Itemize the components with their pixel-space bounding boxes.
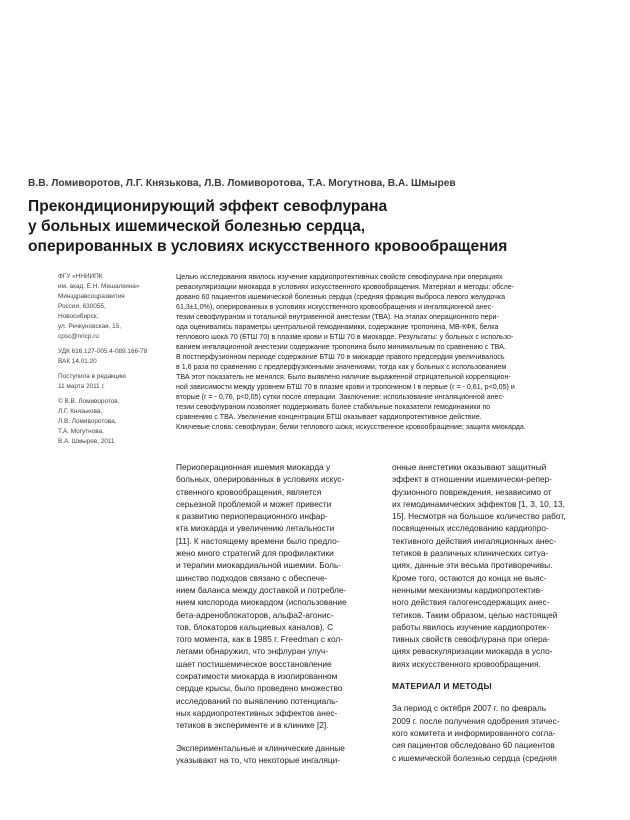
text-line: сердце крысы, было проведено множество [176, 683, 343, 694]
title-line: у больных ишемической болезнью сердца, [28, 218, 366, 235]
article-title [28, 197, 608, 257]
text-line: посвященных исследованию кардиопро- [392, 523, 549, 534]
text-line: сравнению с ТВА. Увеличение концентрации БТШ оказывает кардиопротективное действие. [176, 413, 482, 421]
text-line: ул. Речкуновская, 15, [58, 323, 122, 330]
text-line: эффект в отношении ишемически-репер- [392, 474, 552, 485]
text-line: больных, оперированных в условиях искус- [176, 474, 345, 485]
text-line: В.А. Шмырев, 2011 [58, 438, 115, 445]
text-line: того момента, как в 1985 г. Freedman с кол- [176, 634, 344, 645]
text-line: жено много стратегий для профилактики [176, 548, 334, 559]
text-line: циях, данные эти весьма противоречивы. [392, 560, 553, 571]
text-line: тетиков в эксперименте и в клинике [2]. [176, 720, 329, 731]
text-line: им. акад. Е.Н. Мешалкина» [58, 283, 140, 290]
text-line: России, 630055, [58, 303, 106, 310]
text-line: ФГУ «ННИИПК [58, 273, 103, 280]
text-line: онные анестетики оказывают защитный [392, 462, 547, 472]
text-line: реваскуляризации миокарда в условиях искусственного кровообращения. Материал и методы: обсле- [176, 283, 515, 291]
text-line: в 1,6 раза по сравнению с предперфузионными значениями, тогда как у больных с использованием [176, 363, 507, 371]
text-line: [11]. К настоящему времени было предло- [176, 535, 340, 546]
text-line: вторые (r = - 0,76, p<0,05) сутки после операции. Заключение: использование ингаляционной анес- [176, 393, 505, 401]
text-line: с ишемической болезнью сердца (средняя [392, 752, 557, 763]
affiliation [58, 272, 170, 342]
text-line: шает постишемическое восстановление [176, 658, 332, 669]
received-date [58, 372, 170, 392]
text-line: серьезной проблемой и может привести [176, 498, 332, 509]
text-line: ного действия галогенсодержащих анес- [392, 597, 550, 608]
text-line: ТВА этот показатель не менялся. Было выявлено наличие выраженной отрицательной корреляцион- [176, 373, 511, 381]
text-line: ненными механизмы кардиопротектив- [392, 584, 543, 595]
text-line: Минздравсоцразвития [58, 293, 125, 300]
text-line: Ключевые слова: севофлуран; белки теплового шока; искусственное кровообращение; защита миокарда. [176, 423, 526, 431]
text-line: к развитию периоперационного инфар- [176, 511, 328, 522]
text-line: шинство подходов связано с обеспече- [176, 572, 328, 583]
text-line: тетиков. Таким образом, целью настоящей [392, 609, 558, 620]
text-line: сия пациентов обследовано 60 пациентов [392, 740, 555, 751]
title-line: Прекондиционирующий эффект севофлурана [28, 198, 388, 215]
text-line: Т.А. Могутнова, [58, 428, 104, 435]
text-line: В постперфузионном периоде содержание БТШ 70 в миокарде правого предсердия увеличивалось [176, 353, 505, 361]
text-line: теплового шока 70 (БТШ 70) в плазме крови и БТШ 70 в миокарде. Результаты: у больных с использо- [176, 333, 514, 341]
text-line: циях реваскуляризации миокарда в усло- [392, 646, 553, 657]
text-line: ванием ингаляционной анестезии содержание тропонина было минимальным по сравнению с ТВА. [176, 343, 506, 351]
paragraph [392, 702, 589, 763]
text-line: ных кардиопротективных эффектов анес- [176, 707, 338, 718]
text-line: 61,3±1,0%), оперированных в условиях искусственного кровообращения и ингаляционной анес- [176, 303, 494, 311]
text-line: нием баланса между доставкой и потребле- [176, 584, 347, 595]
section-heading: МАТЕРИАЛ И МЕТОДЫ [392, 681, 492, 692]
text-line: Периоперационная ишемия миокарда у [176, 462, 331, 472]
title-line: оперированных в условиях искусственного кровообращения [28, 238, 508, 255]
body-column-right [392, 461, 589, 764]
text-line: Экспериментальные и клинические данные [176, 742, 345, 753]
text-line: тов, блокаторов кальциевых каналов). С [176, 621, 334, 632]
text-line: Поступила в редакцию [58, 373, 126, 380]
text-line: их гемодинамических эффектов [1, 3, 10, 13, [392, 498, 565, 509]
text-line: Кроме того, остаются до конца не выяс- [392, 572, 547, 583]
text-line: УДК 616.127-005.4-089.166-78 [58, 348, 148, 355]
text-line: и терапии миокардиальной ишемии. Боль- [176, 560, 342, 571]
text-line: Целью исследования явилось изучение кардиопротективных свойств севофлурана при операциях [176, 273, 503, 281]
text-line: ной зависимости между уровнем БТШ 70 в плазме крови и тропонином I в первые (r = - 0,61, p<0,05) и [176, 383, 515, 391]
paragraph [176, 461, 373, 732]
text-line: 15]. Несмотря на большое количество работ, [392, 511, 566, 522]
text-line: За период с октября 2007 г. по февраль [392, 703, 547, 714]
text-line: тивных свойств севофлурана при опера- [392, 634, 550, 645]
udc-codes [58, 347, 170, 367]
body-column-left [176, 461, 373, 766]
paragraph [392, 461, 589, 670]
article-authors: В.В. Ломиворотов, Л.Г. Князькова, Л.В. Ломиворотова, Т.А. Могутнова, В.А. Шмырев [28, 178, 456, 189]
text-line: исследований по выявлению потенциаль- [176, 695, 339, 706]
text-line: тезии севофлураном и тотальной внутривенной анестезии (ТВА). На этапах операционного пери- [176, 313, 499, 321]
text-line: кта миокарда и увеличению летальности [176, 523, 335, 534]
text-line: указывают на то, что некоторые ингаляци- [176, 754, 341, 765]
paragraph [176, 742, 373, 767]
text-line: ода оценивались параметры центральной гемодинамики, содержание тропонина, МВ-КФК, белка [176, 323, 499, 331]
text-line: Новосибирск, [58, 313, 99, 320]
text-line: сократимости миокарда в изолированном [176, 671, 338, 682]
text-line: тетиков в различных клинических ситуа- [392, 548, 549, 559]
text-line: бета-адреноблокаторов, альфа2-агонис- [176, 609, 334, 620]
text-line: довано 60 пациентов ишемической болезнью сердца (средняя фракция выброса левого желудочка [176, 293, 506, 301]
text-line: cpsc@nricp.ru [58, 333, 99, 340]
text-line: тезии севофлураном позволяет поддерживать более стабильные показатели гемодинамики по [176, 403, 491, 411]
text-line: ВАК 14.01.20 [58, 358, 97, 365]
text-line: работы явилось изучение кардиопротек- [392, 621, 550, 632]
copyright [58, 397, 170, 447]
text-line: Л.В. Ломиворотова, [58, 418, 117, 425]
text-line: кого комитета и информированного согла- [392, 727, 556, 738]
text-line: Л.Г. Князькова, [58, 408, 103, 415]
text-line: легами обнаружил, что энфлуран улуч- [176, 646, 328, 657]
text-line: тективного действия ингаляционных анес- [392, 535, 557, 546]
text-line: виях искусственного кровообращения. [392, 658, 541, 669]
text-line: фузионного повреждения, независимо от [392, 486, 552, 497]
abstract [176, 272, 610, 432]
article-metadata [58, 272, 170, 452]
text-line: ственного кровообращения, является [176, 486, 322, 497]
text-line: © В.В. Ломиворотов, [58, 398, 120, 405]
text-line: 2009 г. после получения одобрения этичес- [392, 715, 560, 726]
text-line: 11 марта 2011 г. [58, 383, 105, 390]
text-line: нием кислорода миокардом (использование [176, 597, 347, 608]
